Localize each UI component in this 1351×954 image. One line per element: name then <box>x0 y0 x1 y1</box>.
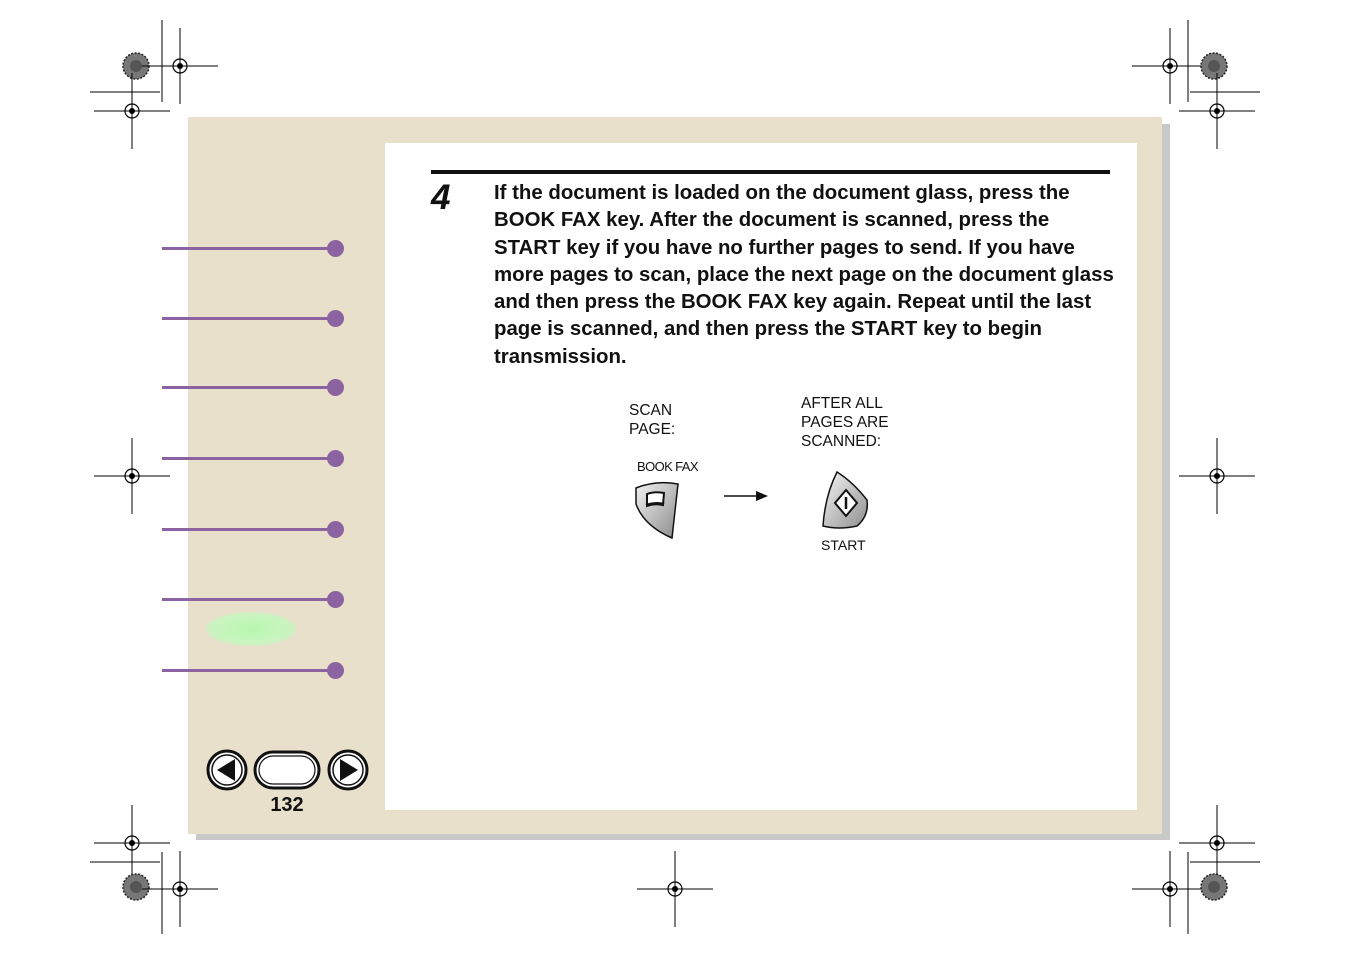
active-section-highlight <box>206 612 296 646</box>
section-tab-7[interactable] <box>162 660 348 682</box>
next-page-button[interactable] <box>326 749 370 791</box>
section-tab-6[interactable] <box>162 589 348 611</box>
after-all-pages-label <box>801 394 889 451</box>
start-key-icon <box>819 468 873 532</box>
scan-page-label <box>629 401 675 439</box>
after-all-label-line-3: SCANNED: <box>801 433 882 450</box>
after-all-label-line-1: AFTER ALL <box>801 395 883 412</box>
section-tab-4[interactable] <box>162 448 348 470</box>
book-fax-key-label: BOOK FAX <box>637 459 698 474</box>
section-tab-1[interactable] <box>162 238 348 260</box>
instruction-text: If the document is loaded on the document glass, press the BOOK FAX key. After the document is scanned, press the START key if you have no further pages to send. If you have more pages to scan, place the next page on the document glass and then press the BOOK FAX key again. Repeat until the last page is scanned, and then press the START key to begin transmission. <box>494 182 1114 368</box>
scan-page-label-line-2: PAGE: <box>629 421 676 438</box>
step-number: 4 <box>431 178 451 217</box>
heading-rule <box>431 170 1110 174</box>
section-tab-5[interactable] <box>162 519 348 541</box>
book-fax-key-icon <box>632 478 682 542</box>
home-button[interactable] <box>253 749 321 791</box>
after-all-label-line-2: PAGES ARE <box>801 414 889 431</box>
scan-page-label-line-1: SCAN <box>629 402 673 419</box>
previous-page-button[interactable] <box>205 749 249 791</box>
page-number: 132 <box>270 794 304 816</box>
start-key-label: START <box>821 537 866 553</box>
section-tab-2[interactable] <box>162 308 348 330</box>
arrow-right-icon <box>722 488 772 504</box>
section-tab-3[interactable] <box>162 377 348 399</box>
